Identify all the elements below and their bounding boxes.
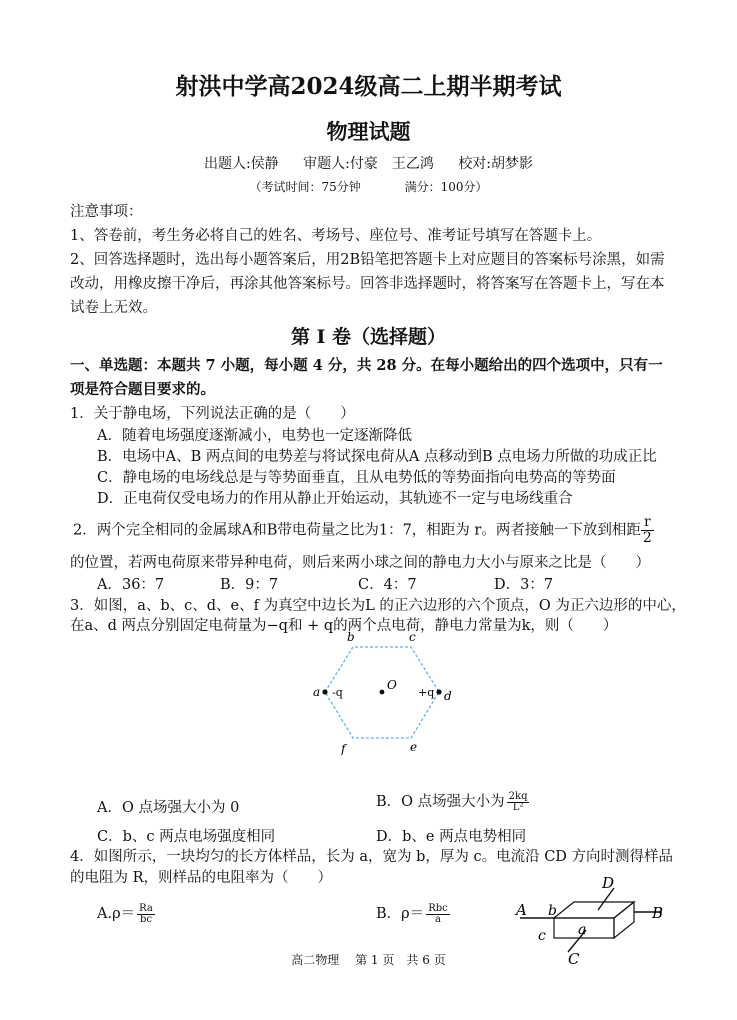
proofreader: 校对:胡梦影: [458, 156, 534, 172]
q1-option-b: B．电场中A、B 两点间的电势差与将试探电荷从A 点移动到B 点电场力所做的功成正比: [97, 449, 657, 465]
note-item: 1、答卷前，考生务必将自己的姓名、考场号、座位号、准考证号填写在答题卡上。: [70, 228, 602, 244]
fraction-numerator: r: [641, 515, 654, 531]
dimension-label-a: a: [578, 922, 587, 938]
q1-option-a: A．随着电场强度逐渐减小，电势也一定逐渐降低: [97, 428, 412, 444]
author: 出题人:侯静: [203, 156, 279, 172]
terminal-label-c: C: [568, 950, 580, 968]
q3-option-b-fraction: [507, 792, 530, 813]
q4-option-a-fraction: [137, 904, 155, 925]
dimension-label-b: b: [548, 903, 557, 919]
q3-option-b: [376, 790, 529, 813]
q2-option-c: C．4：7: [358, 577, 417, 593]
fraction-denominator: 2: [642, 530, 652, 546]
q4-option-b: [376, 902, 450, 925]
page-footer: [0, 951, 737, 968]
q4-option-a: [97, 902, 155, 925]
staff-line: [0, 153, 737, 173]
q2-option-a: A．36：7: [97, 577, 165, 593]
footer-prefix: 高二物理 第: [291, 953, 368, 967]
q4-option-a-text: A.ρ＝: [97, 906, 136, 922]
charge-label-a: -q: [332, 686, 343, 699]
vertex-label-d: d: [444, 689, 452, 703]
vertex-label-e: e: [410, 740, 418, 754]
fraction-denominator: bc: [139, 913, 152, 925]
fraction-numerator: Ra: [139, 902, 153, 914]
charge-label-d: +q: [418, 686, 435, 699]
q3-option-b-text: B．O 点场强大小为: [376, 794, 505, 810]
section-instruction: 一、单选题：本题共 7 小题，每小题 4 分，共 28 分。在每小题给出的四个选项中，只有一项是符合题目要求的。: [70, 357, 663, 398]
fraction-denominator: L²: [512, 801, 524, 813]
fraction-numerator: 2kq: [508, 790, 528, 802]
cuboid-top-face: [554, 902, 634, 918]
footer-suffix: 页: [433, 953, 446, 967]
q3-option-c: C．b、c 两点电场强度相同: [97, 829, 276, 845]
q3-option-d: D．b、e 两点电势相同: [376, 829, 527, 845]
page-title: 射洪中学高2024级高二上期半期考试: [175, 73, 562, 100]
dimension-label-c: c: [538, 928, 546, 944]
q2-stem-text: 2．两个完全相同的金属球A和B带电荷量之比为1：7，相距为 r。两者接触一下放到相距: [73, 522, 641, 539]
center-point-o: [380, 690, 385, 695]
terminal-label-b: B: [652, 904, 664, 922]
charge-point-a: [322, 689, 327, 694]
reviewer: 审题人:付豪 王乙鸿: [303, 156, 434, 172]
footer-page-number: 1: [370, 953, 379, 967]
q4-stem-line1: 4．如图所示，一块均匀的长方体样品，长为 a，宽为 b，厚为 c。电流沿 CD 方向时测得样品: [70, 849, 674, 865]
vertex-label-c: c: [409, 630, 416, 644]
q2-distance-fraction: [641, 515, 654, 546]
exam-score: 满分：100分）: [404, 180, 488, 194]
q1-option-c: C．静电场的电场线总是与等势面垂直，且从电势低的等势面指向电势高的等势面: [97, 470, 616, 486]
q3-stem-line2: 在a、d 两点分别固定电荷量为−q和 + q的两个点电荷，静电力常量为k，则（ ）: [70, 618, 618, 634]
vertex-label-b: b: [347, 630, 355, 644]
fraction-denominator: a: [434, 913, 441, 925]
terminal-label-d: D: [602, 874, 615, 892]
terminal-label-a: A: [516, 901, 527, 919]
vertex-label-a: a: [313, 685, 321, 699]
q2-stem-line1: [73, 515, 654, 546]
q2-stem-line2: 的位置，若两电荷原来带异种电荷，则后来两小球之间的静电力大小与原来之比是（ ）: [70, 555, 650, 571]
note-item: 2、回答选择题时，选出每小题答案后，用2B铅笔把答题卡上对应题目的答案标号涂黑，如需改动，用橡皮擦干净后，再涂其他答案标号。回答非选择题时，将答案写在答题卡上，写在本试卷上无效。: [70, 252, 665, 316]
fraction-numerator: Rbc: [428, 902, 448, 914]
q4-option-b-text: B．ρ＝: [376, 906, 425, 922]
exam-meta: [0, 178, 737, 195]
cuboid-side-face: [614, 902, 634, 938]
center-label-o: O: [387, 678, 397, 692]
q2-option-b: B．9：7: [220, 577, 279, 593]
q1-stem: 1．关于静电场，下列说法正确的是（ ）: [70, 406, 355, 422]
footer-middle: 页 共: [382, 953, 419, 967]
hexagon-figure: [300, 625, 470, 755]
q4-option-b-fraction: [426, 904, 450, 925]
q1-option-d: D．正电荷仅受电场力的作用从静止开始运动，其轨迹不一定与电场线重合: [97, 491, 573, 507]
charge-point-d: [436, 689, 441, 694]
page-subtitle: 物理试题: [326, 119, 411, 144]
vertex-label-f: f: [341, 742, 346, 755]
footer-total-pages: 6: [422, 953, 430, 967]
q2-option-d: D．3：7: [494, 577, 554, 593]
q3-stem-line1: 3．如图，a、b、c、d、e、f 为真空中边长为L 的正六边形的六个顶点，O 为正六边形的中心，: [70, 598, 686, 614]
q4-stem-line2: 的电阻为 R，则样品的电阻率为（ ）: [70, 870, 333, 886]
q3-option-a: A．O 点场强大小为 0: [97, 800, 240, 816]
section-title: 第 I 卷（选择题）: [290, 326, 447, 348]
exam-time: （考试时间：75分钟: [249, 180, 361, 194]
notes-heading: 注意事项：: [70, 204, 143, 220]
